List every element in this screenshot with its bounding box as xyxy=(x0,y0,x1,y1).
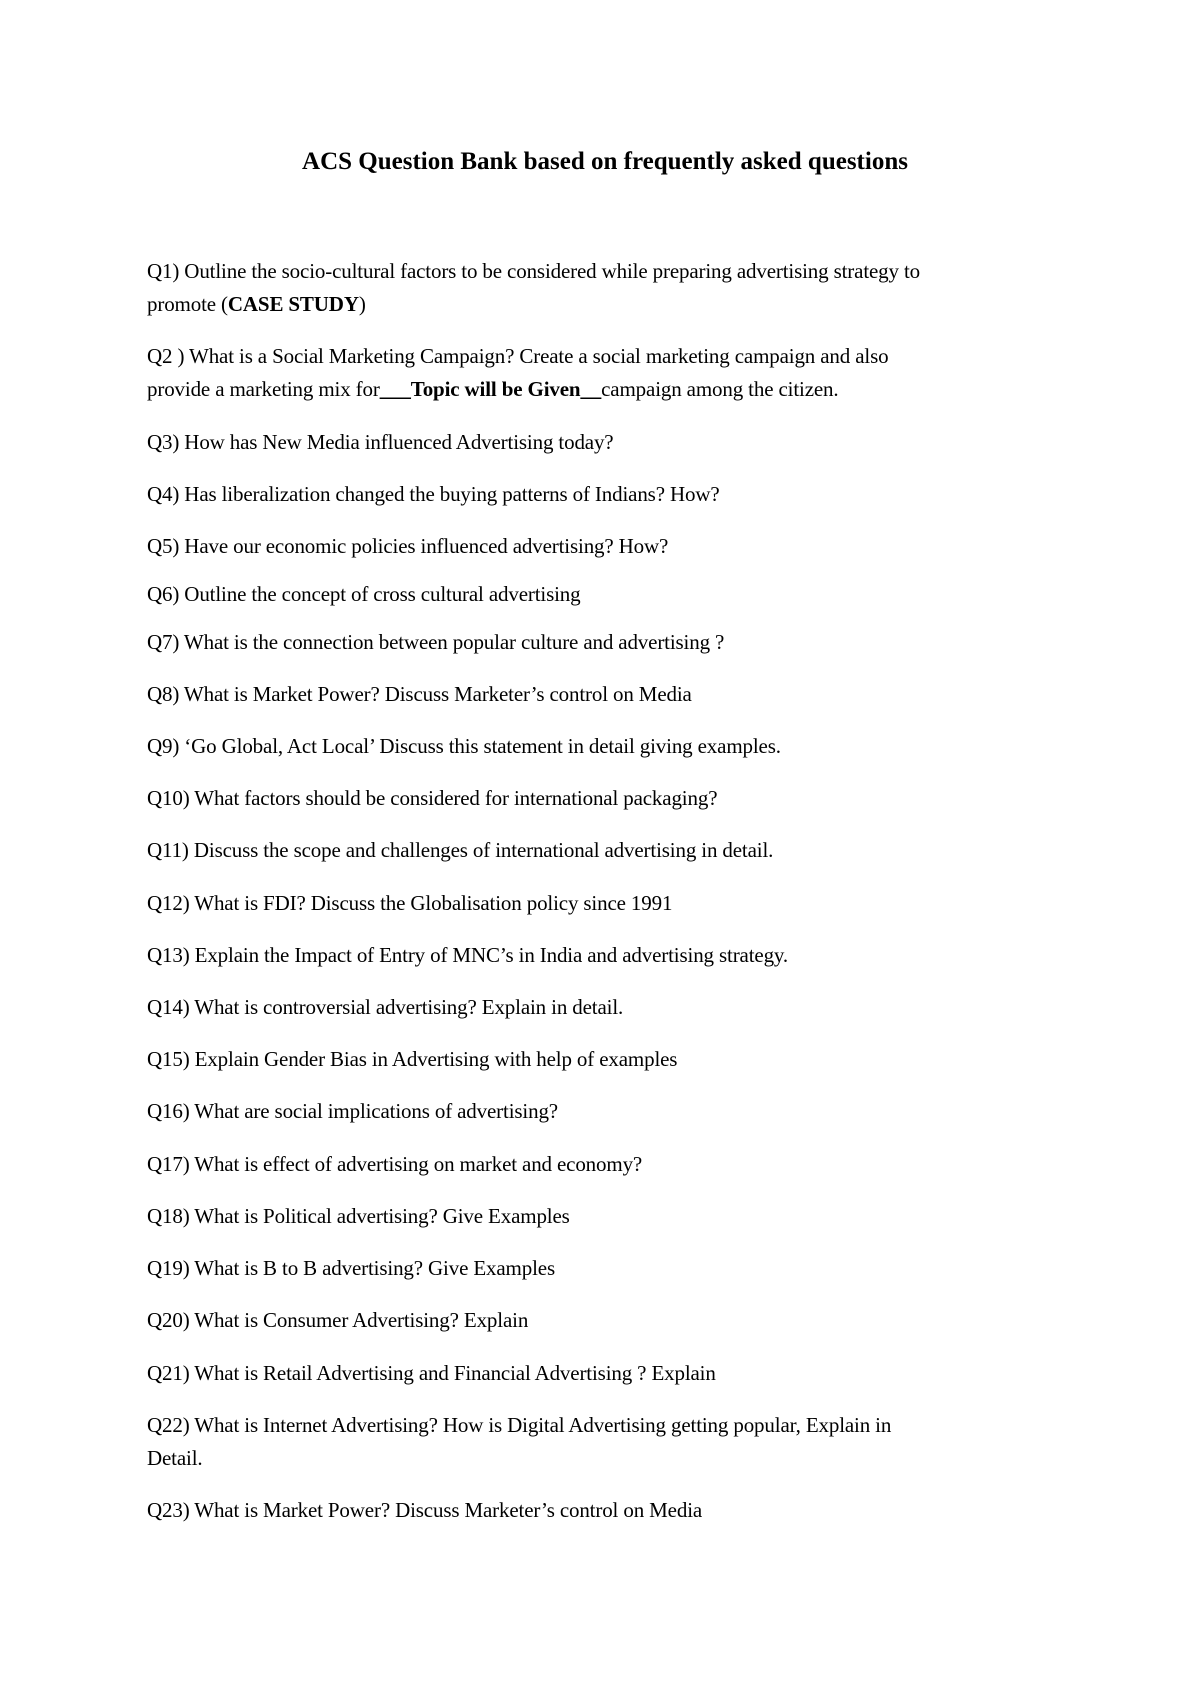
question-item: Q10) What factors should be considered for international packaging? xyxy=(147,786,718,810)
question-item: Q16) What are social implications of advertising? xyxy=(147,1099,558,1123)
question-item: Q20) What is Consumer Advertising? Explain xyxy=(147,1308,529,1332)
blank-underline: ___ xyxy=(379,377,411,401)
question-item: Q18) What is Political advertising? Give Examples xyxy=(147,1204,570,1228)
question-item xyxy=(147,1409,1077,1475)
question-line xyxy=(147,373,1077,406)
question-item: Q7) What is the connection between popular culture and advertising ? xyxy=(147,630,725,654)
question-item: Q8) What is Market Power? Discuss Marketer’s control on Media xyxy=(147,682,692,706)
question-item: Q5) Have our economic policies influenced advertising? How? xyxy=(147,534,669,558)
case-study-label: CASE STUDY xyxy=(227,292,359,316)
question-item: Q4) Has liberalization changed the buying patterns of Indians? How? xyxy=(147,482,720,506)
question-item: Q9) ‘Go Global, Act Local’ Discuss this statement in detail giving examples. xyxy=(147,734,781,758)
question-text: provide a marketing mix for xyxy=(147,377,380,401)
question-text: campaign among the citizen. xyxy=(601,377,839,401)
blank-underline: __ xyxy=(580,377,602,401)
question-item: Q23) What is Market Power? Discuss Marketer’s control on Media xyxy=(147,1498,703,1522)
question-text: promote ( xyxy=(147,292,228,316)
question-item: Q17) What is effect of advertising on market and economy? xyxy=(147,1152,643,1176)
question-item: Q6) Outline the concept of cross cultural advertising xyxy=(147,582,581,606)
question-item: Q19) What is B to B advertising? Give Examples xyxy=(147,1256,555,1280)
question-line: Detail. xyxy=(147,1446,203,1470)
question-line: Q22) What is Internet Advertising? How is Digital Advertising getting popular, Explain in xyxy=(147,1413,892,1437)
question-line: Q1) Outline the socio-cultural factors to be considered while preparing advertising strategy to xyxy=(147,259,921,283)
question-item xyxy=(147,255,1077,321)
question-line: Q2 ) What is a Social Marketing Campaign? Create a social marketing campaign and also xyxy=(147,344,889,368)
question-item: Q21) What is Retail Advertising and Financial Advertising ? Explain xyxy=(147,1361,716,1385)
question-line xyxy=(147,288,1077,321)
question-item: Q3) How has New Media influenced Advertising today? xyxy=(147,430,614,454)
question-item: Q15) Explain Gender Bias in Advertising with help of examples xyxy=(147,1047,678,1071)
question-item: Q14) What is controversial advertising? Explain in detail. xyxy=(147,995,624,1019)
question-item: Q11) Discuss the scope and challenges of international advertising in detail. xyxy=(147,838,774,862)
question-text: ) xyxy=(358,292,366,316)
question-item: Q12) What is FDI? Discuss the Globalisation policy since 1991 xyxy=(147,891,673,915)
question-item xyxy=(147,340,1077,406)
page-title: ACS Question Bank based on frequently asked questions xyxy=(302,148,908,175)
question-item: Q13) Explain the Impact of Entry of MNC’s in India and advertising strategy. xyxy=(147,943,789,967)
topic-placeholder: Topic will be Given xyxy=(410,377,581,401)
